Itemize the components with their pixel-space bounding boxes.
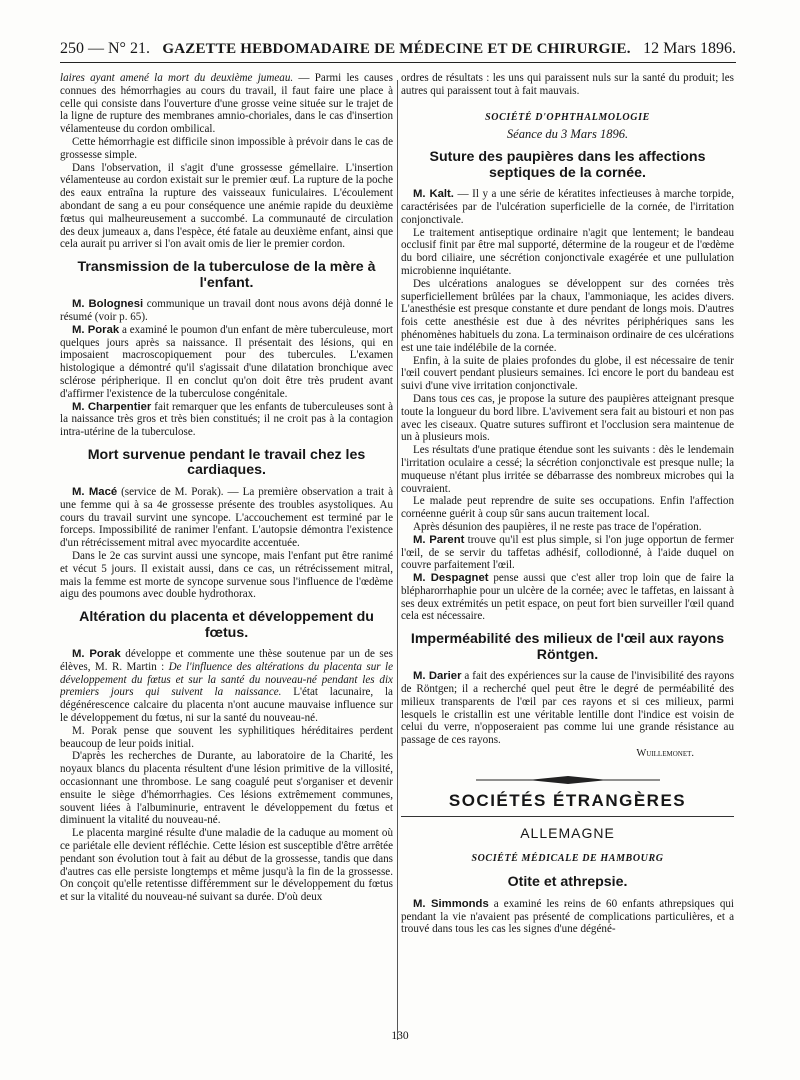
left-column — [60, 72, 393, 1052]
paragraph: Dans tous ces cas, je propose la suture des paupières atteignant presque toute la longueur du bord libre. L'avivement sera fait au bistouri et non pas avec les ciseaux. Quatre sutures suffiront et l'occlusion sera maintenue de un à plusieurs mois. — [401, 392, 734, 444]
society-heading: SOCIÉTÉ D'OPHTHALMOLOGIE — [485, 111, 650, 123]
issue-date: 12 Mars 1896. — [643, 40, 736, 57]
speaker-name: M. Despagnet — [413, 572, 489, 585]
journal-title: GAZETTE HEBDOMADAIRE DE MÉDECINE ET DE CHIRURGIE. — [162, 41, 631, 57]
paragraph: M. Parent trouve qu'il est plus simple, si l'on juge opportun de fermer l'œil, de se servir du taffetas adhésif, collodionné, à l'aide duquel on couvre parfaitement l'œil. — [401, 533, 734, 572]
author-signature: Wuillemonet. — [636, 748, 694, 760]
paragraph: M. Kalt. — Il y a une série de kératites infectieuses à marche torpide, caractérisées par de l'ulcération superficielle de la cornée, de l'irritation conjonctivale. — [401, 188, 734, 226]
paragraph: laires ayant amené la mort du deuxième jumeau. — Parmi les causes connues des hémorrhagies au cours du travail, il faut faire une place à celle qui consiste dans l'ouverture d'une grosse veine située sur le trajet de la ligne de rupture des membranes amnio-choriales, dans le cas d'insertion vélamenteuse du cordon ombilical. — [60, 72, 393, 136]
page-number: 250 — N° 21. — [60, 40, 150, 57]
paragraph: M. Macé (service de M. Porak). — La première observation a trait à une femme qui à sa 4e grossesse présente des troubles asystoliques. Au cours du travail survint une syncope. L'accouchement est terminé par le forceps. Impossibilité de ranimer l'enfant. L'autopsie démontra l'existence d'un rétrécissement mitral avec myocardite accentuée. — [60, 485, 393, 550]
paragraph: D'après les recherches de Durante, au laboratoire de la Charité, les noyaux blancs du placenta résultent d'une lésion primitive de la villosité, occasionnant une thrombose. Le sang coagulé peut s'organiser et devenir ensuite le siège d'hémorrhagies. Ces lésions extrêmement communes, souvent liées à l'albuminurie, entravent le développement du fœtus et diminuent la vitalité du nouveau-né. — [60, 750, 393, 827]
speaker-name: M. Macé — [72, 485, 118, 498]
speaker-name: M. Porak — [72, 648, 121, 661]
foreign-societies-heading: SOCIÉTÉS ÉTRANGÈRES — [401, 795, 734, 817]
section-title-placenta: Altération du placenta et développement du fœtus. — [79, 609, 374, 641]
paragraph: Dans le 2e cas survint aussi une syncope, mais l'enfant put être ranimé et vécut 5 jours. Il existait aussi, dans ce cas, un rétrécissement mitral, mais la femme est morte de syncope survenue sous l'influence de l'œdème aigu des poumons avec double hydrothorax. — [60, 549, 393, 601]
paragraph: Les résultats d'une pratique étendue sont les suivants : dès le lendemain l'irritation oculaire a cessé; la sécrétion conjonctivale est presque nulle; la muqueuse n'étant plus irritée se débarrasse des nombreux microbes qui la couvraient. — [401, 444, 734, 495]
ornament-rule-icon — [468, 773, 668, 787]
paragraph: Cette hémorrhagie est difficile sinon impossible à prévoir dans le cas de grossesse simple. — [60, 135, 393, 161]
speaker-name: M. Porak — [72, 323, 120, 336]
italic-text: De l'influence des altérations du placenta sur le développement du fœtus et sur la santé du nouveau-né pendant les dix premiers jours qui suivent la naissance. — [60, 660, 393, 699]
section-title-cardiaques: Mort survenue pendant le travail chez les cardiaques. — [87, 446, 366, 479]
section-title-rontgen: Imperméabilité des milieux de l'œil aux rayons Röntgen. — [410, 631, 725, 663]
paragraph: Des ulcérations analogues se développent sur des cornées très superficiellement brûlées par la chaux, l'ammoniaque, les acides divers. L'anesthésie est presque constante et dure pendant de longs mois. D'autres fois cette anesthésie est due à des névrites périphériques sans les phénomènes habituels du zona. La terminaison ordinaire de ces ulcérations est une taie indélébile de la cornée. — [401, 277, 734, 354]
session-date: Séance du 3 Mars 1896. — [506, 127, 629, 142]
section-title-tuberculose: Transmission de la tuberculose de la mère à l'enfant. — [77, 259, 376, 291]
paragraph: Enfin, à la suite de plaies profondes du globe, il est nécessaire de tenir l'œil couvert pendant plusieurs semaines. Ici encore le port du bandeau est suivi d'une vive irritation conjonctivale. — [401, 354, 734, 393]
paragraph: Dans l'observation, il s'agit d'une grossesse gémellaire. L'insertion vélamenteuse au cordon existait sur le premier œuf. La rupture de la poche des eaux entraîna la rupture des vaisseaux funiculaires. L'écoulement abondant de sang a eu pour conséquence une anémie rapide du deuxième fœtus qui malheureusement a succombé. La communauté de circulation des deux jumeaux a, dans l'espèce, été fatale au deuxième enfant, ainsi que cela aurait pu arriver si l'on avait omis de lier le premier cordon. — [60, 161, 393, 251]
page-footer-mark: 130 — [391, 1030, 409, 1042]
speaker-name: M. Darier — [413, 670, 462, 683]
speaker-name: M. Bolognesi — [72, 298, 144, 311]
column-divider — [397, 80, 398, 1040]
section-title-otite: Otite et athrepsie. — [507, 874, 628, 891]
speaker-name: M. Parent — [413, 533, 465, 546]
speaker-name: M. Charpentier — [72, 400, 152, 413]
country-heading: ALLEMAGNE — [520, 824, 615, 841]
italic-text: laires ayant amené la mort du deuxième jumeau. — [60, 72, 294, 84]
right-column — [401, 72, 734, 1052]
paragraph: Le placenta marginé résulte d'une maladie de la caduque au moment où ce pariétale elle devient réfléchie. Cette lésion est susceptible d'être arrêtée pendant son évolution tout à fait au début de la grossesse, tandis que dans d'autres cas elle persiste longtemps et même jusqu'à la fin de la grossesse. On conçoit qu'elle retentisse différemment sur le développement du fœtus et sur la vitalité du nouveau-né suivant sa durée. D'où deux — [60, 827, 393, 904]
society-heading: SOCIÉTÉ MÉDICALE DE HAMBOURG — [471, 853, 664, 865]
paragraph: ordres de résultats : les uns qui paraissent nuls sur la santé du produit; les autres qui paraissent tout à fait mauvais. — [401, 72, 734, 97]
paragraph: M. Porak a examiné le poumon d'un enfant de mère tuberculeuse, mort quelques jours après sa naissance. Il présentait des lésions, qui en imposaient macroscopiquement pour des tubercules. L'examen histologique a démontré qu'il s'agissait d'une dilatation bronchique avec sclérose péripherique. Il en conclut qu'on doit être très prudent avant d'affirmer l'existence de la tuberculose congénitale. — [60, 323, 393, 400]
paragraph: M. Darier a fait des expériences sur la cause de l'invisibilité des rayons de Röntgen; il a recherché quel peut être le degré de perméabilité des milieux transparents de l'œil par ces rayons et si ces milieux, parmi lesquels le cristallin est une véritable lentille dont l'indice est voisin de celui du verre, n'opposeraient pas comme lui une grande résistance au passage de ces rayons. — [401, 670, 734, 747]
paragraph: M. Charpentier fait remarquer que les enfants de tuberculeuses sont à la naissance très gros et très bien constitués; il ne croit pas à la contagion intra-utérine de la tuberculose. — [60, 400, 393, 439]
speaker-name: M. Kalt. — [413, 188, 454, 201]
paragraph: M. Bolognesi communique un travail dont nous avons déjà donné le résumé (voir p. 65). — [60, 298, 393, 323]
paragraph: M. Porak développe et commente une thèse soutenue par un de ses élèves, M. R. Martin : De l'influence des altérations du placenta sur le développement du fœtus et sur la santé du nouveau-né pendant les dix premiers jours qui suivent la naissance. L'état lacunaire, la dégénérescence calcaire du placenta n'ont aucune mauvaise influence sur le développement du fœtus, ni sur la santé du nouveau-né. — [60, 648, 393, 725]
paragraph: Après désunion des paupières, il ne reste pas trace de l'opération. — [413, 520, 702, 533]
paragraph: Le traitement antiseptique ordinaire n'agit que lentement; le bandeau occlusif finit par être mal supporté, détermine de la rougeur et de l'œdème du bord ciliaire, une sécrétion conjonctivale exagérée et une pullulation microbienne inquiétante. — [401, 226, 734, 277]
paragraph: M. Simmonds a examiné les reins de 60 enfants athrepsiques qui pendant la vie n'avaient pas présenté de complications particulières, et a trouvé dans tous les cas les signes d'une dégéné- — [401, 897, 734, 936]
paragraph: M. Despagnet pense aussi que c'est aller trop loin que de faire la blépharorrhaphie pour un ulcère de la cornée; avec le taffetas, en laissant à ses deux extrémités un petit espace, on peut fort bien surveiller l'œil quand cela est nécessaire. — [401, 572, 734, 623]
speaker-name: M. Simmonds — [413, 897, 489, 910]
paragraph: Le malade peut reprendre de suite ses occupations. Enfin l'affection cornéenne guérit à coup sûr sans aucun traitement local. — [401, 495, 734, 521]
running-header — [60, 40, 736, 63]
section-title-suture: Suture des paupières dans les affections septiques de la cornée. — [429, 149, 706, 181]
paragraph: M. Porak pense que souvent les syphilitiques héréditaires perdent beaucoup de leur poids initial. — [60, 724, 393, 750]
